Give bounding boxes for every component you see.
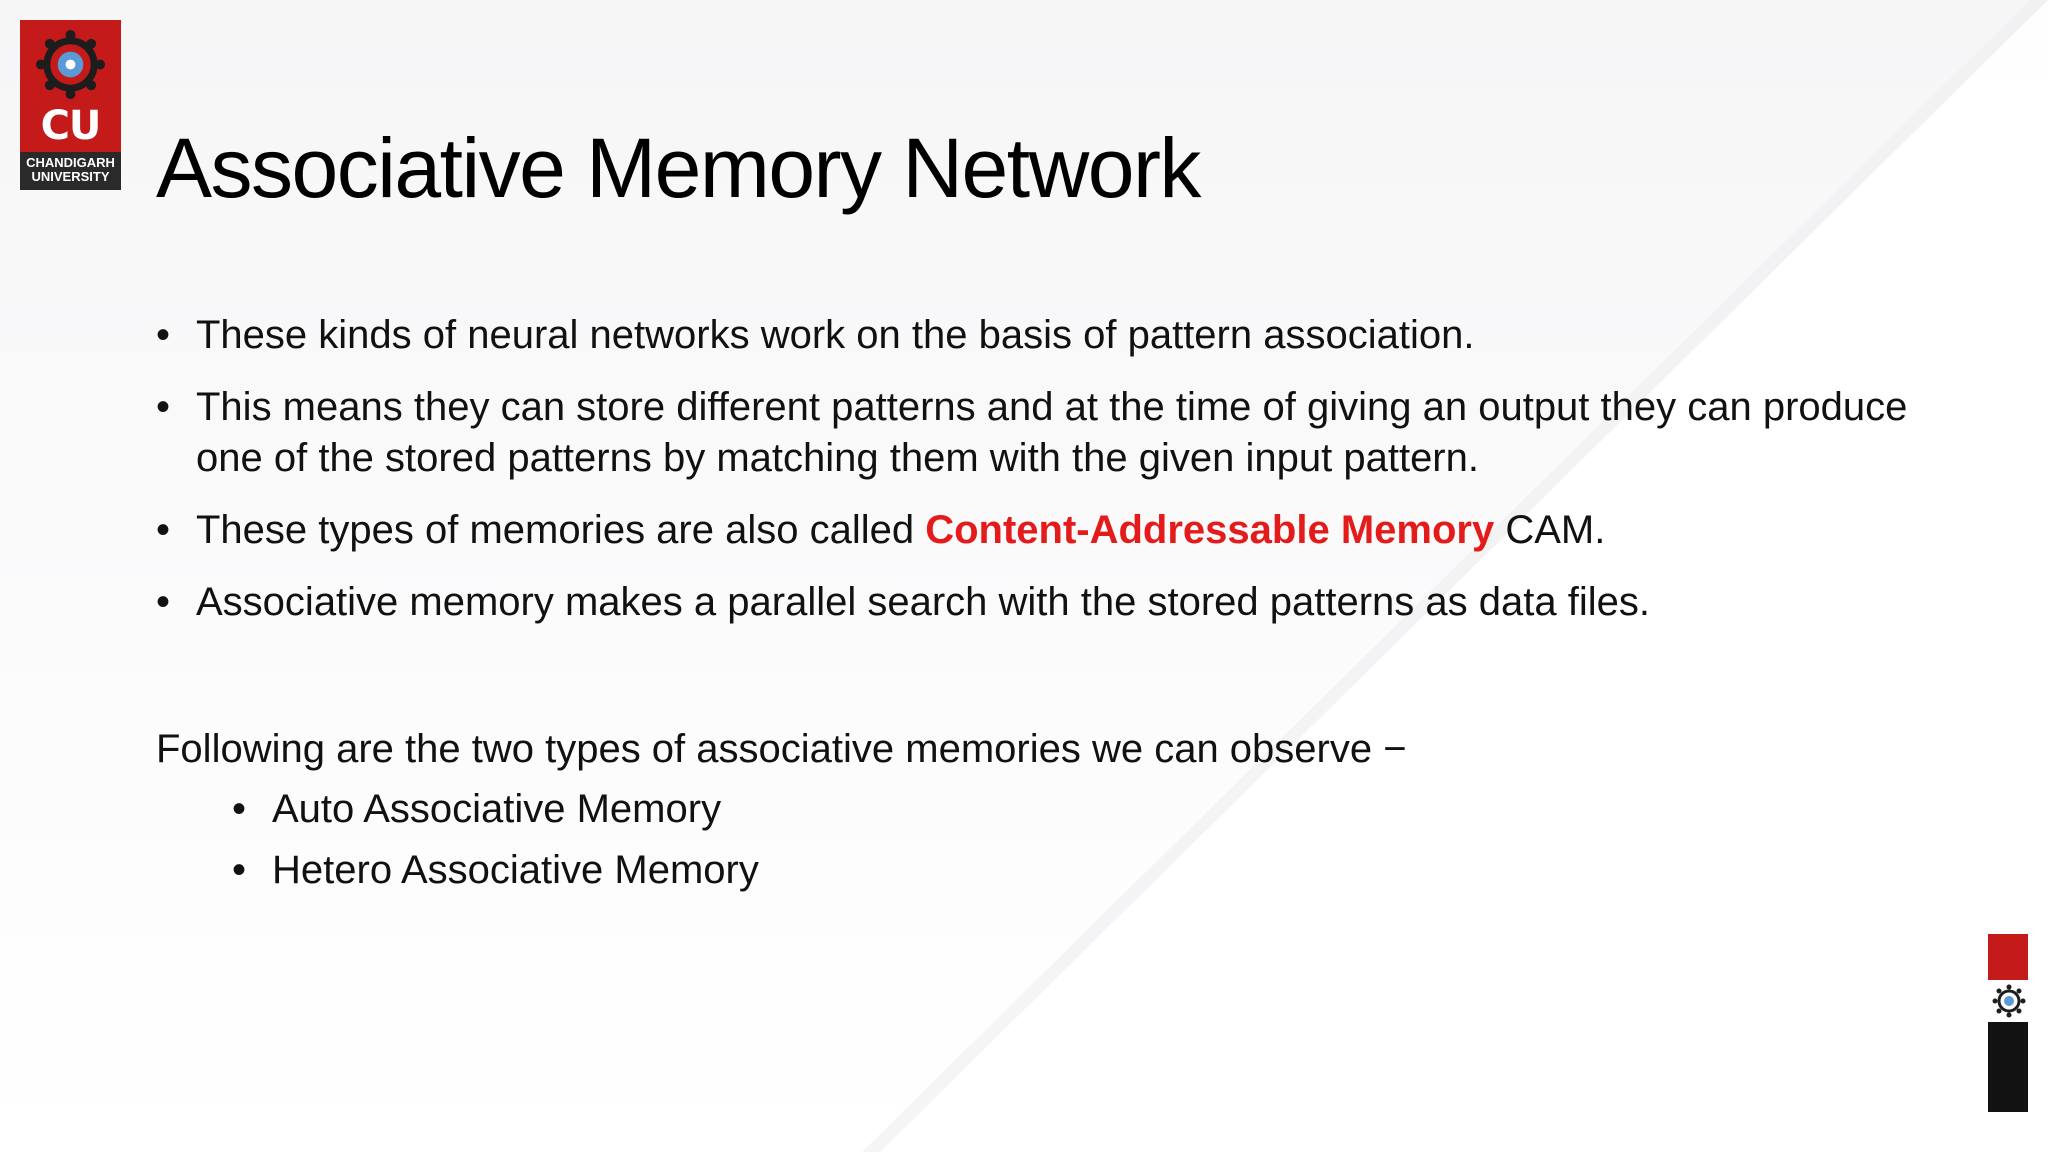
main-bullet-list [156, 310, 1936, 649]
bullet-item: • Associative memory makes a parallel search with the stored patterns as data files. [156, 577, 1936, 628]
types-intro-text: Following are the two types of associative memories we can observe − [156, 727, 1407, 771]
cam-highlight: Content-Addressable Memory [925, 508, 1495, 552]
chandigarh-university-logo [20, 20, 121, 190]
corner-red-block [1988, 934, 2028, 980]
bullet-item: • This means they can store different patterns and at the time of giving an output they can produce one of the stored patterns by matching them with the given input pattern. [156, 382, 1936, 484]
logo-name-line2: UNIVERSITY [31, 169, 110, 184]
gear-wheel-icon [34, 28, 107, 101]
gear-icon [1992, 984, 2026, 1018]
bullet-text-prefix: These types of memories are also called [196, 508, 926, 552]
bullet-item-cam [156, 505, 1936, 556]
memory-types-list [232, 784, 759, 906]
slide-title: Associative Memory Network [156, 121, 1200, 215]
logo-university-name [20, 156, 121, 184]
logo-name-line1: CHANDIGARH [26, 155, 115, 170]
memory-type-item: • Auto Associative Memory [232, 784, 759, 835]
corner-black-block [1988, 1022, 2028, 1112]
memory-type-item: • Hetero Associative Memory [232, 845, 759, 896]
bullet-item: • These kinds of neural networks work on the basis of pattern association. [156, 310, 1936, 361]
bullet-text-suffix: CAM. [1494, 508, 1606, 552]
logo-abbreviation: CU [40, 103, 101, 149]
